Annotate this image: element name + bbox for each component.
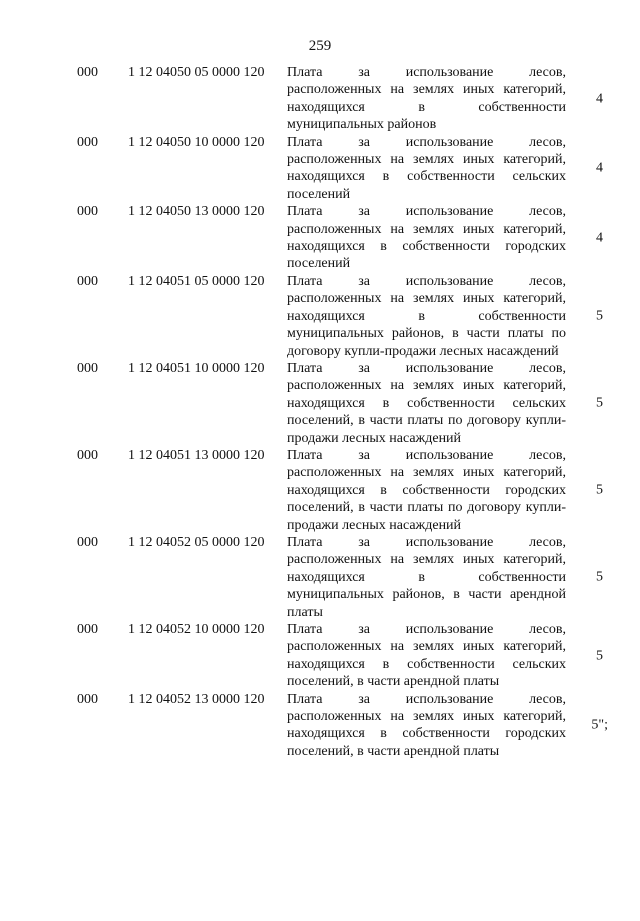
admin-code: 000 — [77, 534, 98, 550]
table-row — [0, 64, 640, 134]
row-description: Плата за использование лесов, расположенных на землях иных категорий, находящихся в собственности муниципальных районов, в части платы по договору купли-продажи лесных насаждений — [287, 273, 566, 359]
admin-code: 000 — [77, 691, 98, 707]
classification-code: 1 12 04051 10 0000 120 — [128, 360, 265, 376]
classification-code: 1 12 04051 05 0000 120 — [128, 273, 265, 289]
classification-code: 1 12 04052 13 0000 120 — [128, 691, 265, 707]
row-value: 4 — [596, 91, 603, 107]
row-description: Плата за использование лесов, расположенных на землях иных категорий, находящихся в собственности муниципальных районов, в части арендной платы — [287, 534, 566, 620]
row-description: Плата за использование лесов, расположенных на землях иных категорий, находящихся в собственности городских поселений, в части платы по договору купли-продажи лесных насаждений — [287, 447, 566, 533]
classification-code: 1 12 04052 10 0000 120 — [128, 622, 265, 637]
row-description: Плата за использование лесов, расположенных на землях иных категорий, находящихся в собственности городских поселений, в части арендной платы — [287, 691, 566, 759]
row-description: Плата за использование лесов, расположенных на землях иных категорий, находящихся в собственности сельских поселений, в части платы по договору купли-продажи лесных насаждений — [287, 360, 566, 446]
admin-code: 000 — [77, 134, 98, 150]
row-value: 5 — [596, 308, 603, 324]
row-description: Плата за использование лесов, расположенных на землях иных категорий, находящихся в собственности сельских поселений — [287, 134, 566, 202]
budget-classification-table — [0, 64, 640, 760]
row-value: 4 — [596, 160, 603, 176]
classification-code: 1 12 04050 10 0000 120 — [128, 134, 265, 150]
row-description: Плата за использование лесов, расположенных на землях иных категорий, находящихся в собственности сельских поселений, в части арендной платы — [287, 622, 566, 690]
table-row — [0, 203, 640, 273]
admin-code: 000 — [77, 204, 98, 220]
admin-code: 000 — [77, 273, 98, 289]
table-row — [0, 691, 640, 761]
row-value: 5 — [596, 395, 603, 411]
admin-code: 000 — [77, 447, 98, 463]
page-number: 259 — [308, 38, 332, 54]
table-row — [0, 621, 640, 691]
classification-code: 1 12 04052 05 0000 120 — [128, 534, 265, 550]
row-value: 5 — [596, 648, 603, 664]
table-row — [0, 534, 640, 621]
table-row — [0, 134, 640, 204]
classification-code: 1 12 04050 05 0000 120 — [128, 65, 265, 80]
table-row — [0, 447, 640, 534]
table-row — [0, 360, 640, 447]
table-row — [0, 273, 640, 360]
row-value: 5 — [596, 482, 603, 498]
row-value: 4 — [596, 230, 603, 246]
admin-code: 000 — [77, 622, 98, 637]
row-value: 5 — [596, 569, 603, 585]
classification-code: 1 12 04051 13 0000 120 — [128, 447, 265, 463]
row-description: Плата за использование лесов, расположенных на землях иных категорий, находящихся в собственности городских поселений — [287, 204, 566, 272]
classification-code: 1 12 04050 13 0000 120 — [128, 204, 265, 220]
row-value: 5"; — [591, 717, 608, 733]
admin-code: 000 — [77, 65, 98, 80]
row-description: Плата за использование лесов, расположенных на землях иных категорий, находящихся в собственности муниципальных районов — [287, 65, 566, 133]
admin-code: 000 — [77, 360, 98, 376]
